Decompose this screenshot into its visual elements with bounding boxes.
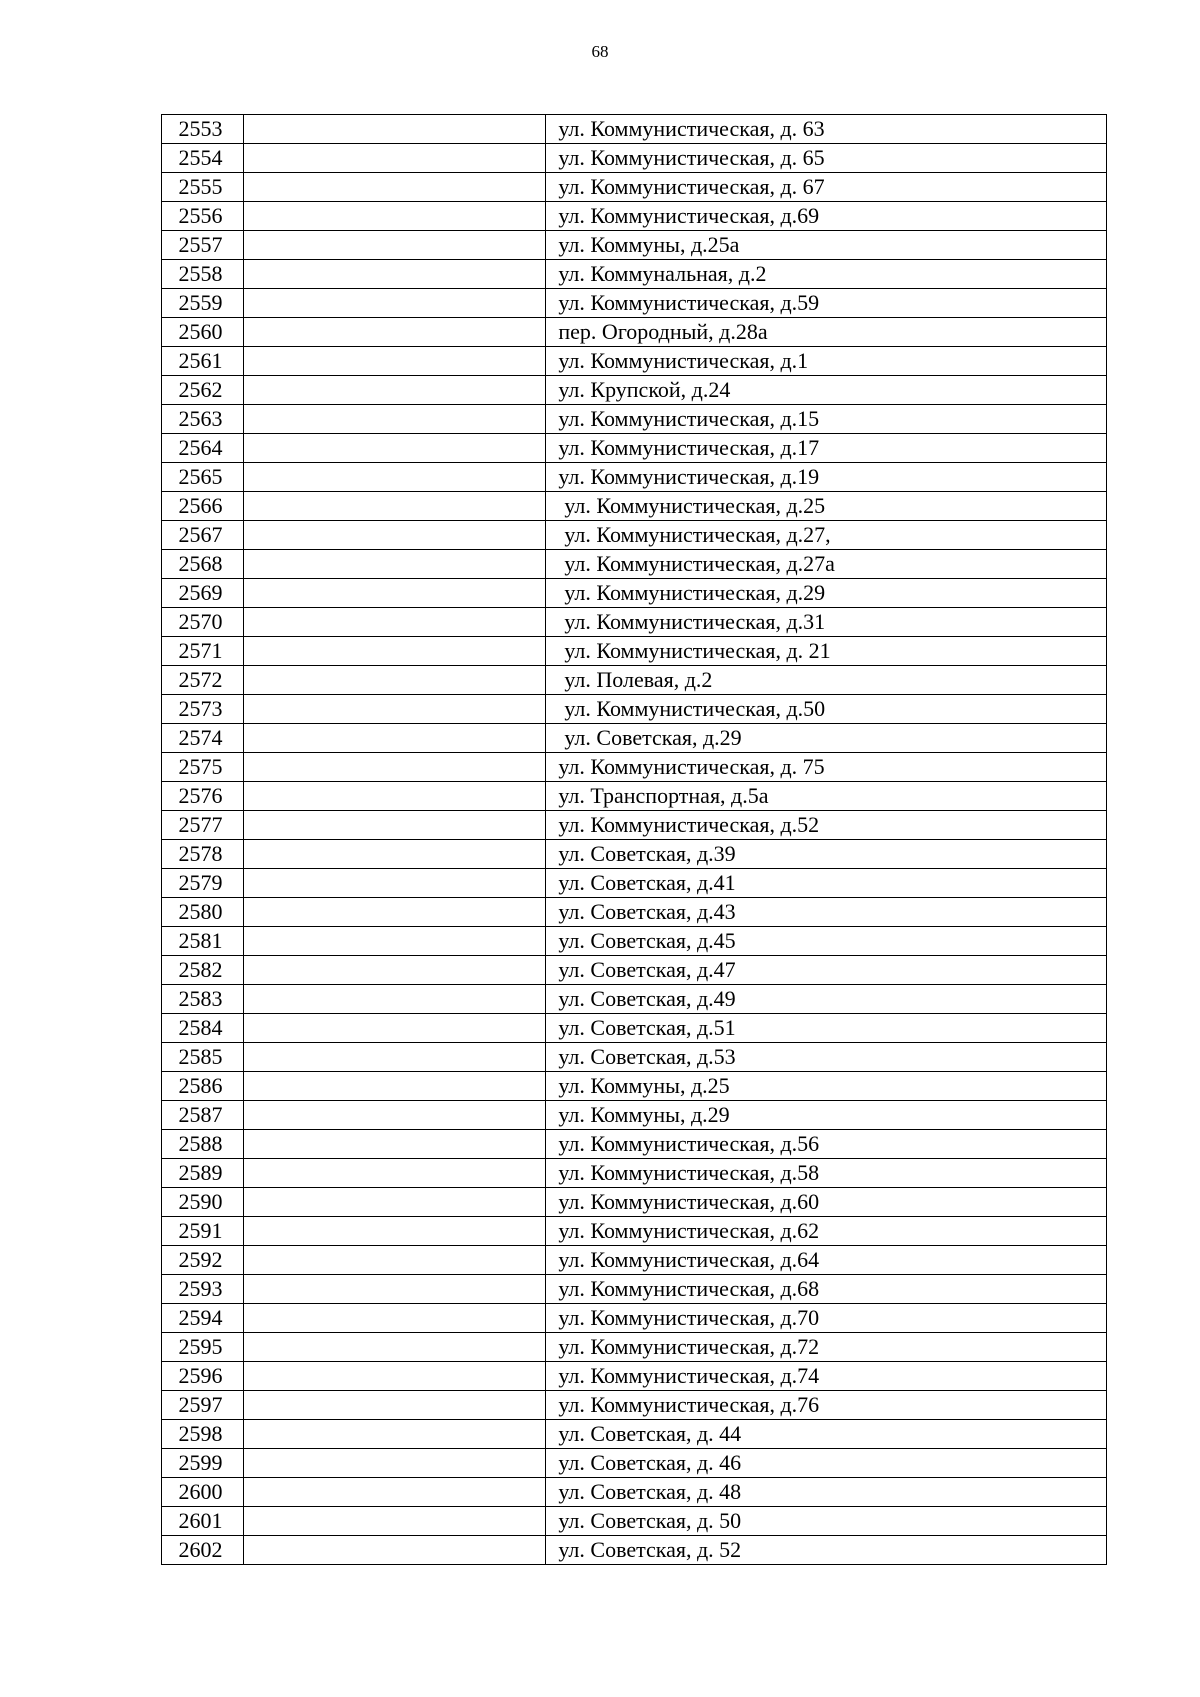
empty-cell [244,1536,546,1565]
table-row [162,1246,1107,1275]
address-cell: ул. Коммунистическая, д. 65 [546,144,1107,173]
empty-cell [244,666,546,695]
row-number-cell: 2589 [162,1159,244,1188]
address-cell: ул. Коммунистическая, д.64 [546,1246,1107,1275]
table-row [162,1275,1107,1304]
table-row [162,550,1107,579]
table-row [162,144,1107,173]
empty-cell [244,782,546,811]
table-row [162,202,1107,231]
empty-cell [244,1014,546,1043]
row-number-cell: 2590 [162,1188,244,1217]
table-row [162,1304,1107,1333]
table-row [162,637,1107,666]
row-number-cell: 2584 [162,1014,244,1043]
address-cell: ул. Коммунистическая, д. 67 [546,173,1107,202]
empty-cell [244,637,546,666]
empty-cell [244,695,546,724]
address-cell: ул. Коммунистическая, д.27, [546,521,1107,550]
table-row [162,1507,1107,1536]
empty-cell [244,289,546,318]
empty-cell [244,811,546,840]
row-number-cell: 2602 [162,1536,244,1565]
address-cell: ул. Коммунистическая, д.17 [546,434,1107,463]
address-cell: ул. Полевая, д.2 [546,666,1107,695]
table-row [162,115,1107,144]
empty-cell [244,260,546,289]
table-row [162,521,1107,550]
row-number-cell: 2572 [162,666,244,695]
row-number-cell: 2579 [162,869,244,898]
table-row [162,898,1107,927]
empty-cell [244,434,546,463]
table-row [162,666,1107,695]
row-number-cell: 2596 [162,1362,244,1391]
row-number-cell: 2585 [162,1043,244,1072]
address-cell: ул. Коммунистическая, д. 21 [546,637,1107,666]
row-number-cell: 2571 [162,637,244,666]
address-cell: ул. Советская, д.49 [546,985,1107,1014]
table-row [162,579,1107,608]
empty-cell [244,1275,546,1304]
empty-cell [244,753,546,782]
row-number-cell: 2592 [162,1246,244,1275]
empty-cell [244,347,546,376]
table-row [162,753,1107,782]
empty-cell [244,579,546,608]
empty-cell [244,1159,546,1188]
row-number-cell: 2559 [162,289,244,318]
empty-cell [244,1246,546,1275]
address-cell: ул. Советская, д. 52 [546,1536,1107,1565]
row-number-cell: 2599 [162,1449,244,1478]
address-cell: ул. Коммунистическая, д.27а [546,550,1107,579]
row-number-cell: 2557 [162,231,244,260]
empty-cell [244,1507,546,1536]
empty-cell [244,405,546,434]
address-cell: ул. Советская, д. 46 [546,1449,1107,1478]
table-row [162,840,1107,869]
address-cell: ул. Советская, д.29 [546,724,1107,753]
row-number-cell: 2581 [162,927,244,956]
row-number-cell: 2601 [162,1507,244,1536]
row-number-cell: 2593 [162,1275,244,1304]
row-number-cell: 2569 [162,579,244,608]
row-number-cell: 2566 [162,492,244,521]
empty-cell [244,1420,546,1449]
address-table [161,114,1107,1565]
address-cell: ул. Советская, д.43 [546,898,1107,927]
row-number-cell: 2573 [162,695,244,724]
address-cell: ул. Советская, д. 48 [546,1478,1107,1507]
row-number-cell: 2597 [162,1391,244,1420]
address-cell: ул. Коммунистическая, д.60 [546,1188,1107,1217]
empty-cell [244,318,546,347]
row-number-cell: 2563 [162,405,244,434]
row-number-cell: 2591 [162,1217,244,1246]
address-cell: ул. Коммунистическая, д.25 [546,492,1107,521]
table-row [162,260,1107,289]
table-body [162,115,1107,1565]
row-number-cell: 2600 [162,1478,244,1507]
empty-cell [244,1043,546,1072]
address-cell: ул. Коммунистическая, д.56 [546,1130,1107,1159]
address-cell: ул. Коммунистическая, д.72 [546,1333,1107,1362]
row-number-cell: 2570 [162,608,244,637]
empty-cell [244,376,546,405]
address-cell: ул. Коммунистическая, д.58 [546,1159,1107,1188]
row-number-cell: 2567 [162,521,244,550]
address-cell: ул. Советская, д.41 [546,869,1107,898]
empty-cell [244,869,546,898]
address-cell: ул. Коммунистическая, д. 75 [546,753,1107,782]
table-row [162,1014,1107,1043]
address-cell: ул. Коммунистическая, д.62 [546,1217,1107,1246]
empty-cell [244,608,546,637]
table-row [162,1391,1107,1420]
row-number-cell: 2577 [162,811,244,840]
table-row [162,1217,1107,1246]
page-number: 68 [591,42,609,61]
row-number-cell: 2588 [162,1130,244,1159]
row-number-cell: 2574 [162,724,244,753]
row-number-cell: 2562 [162,376,244,405]
empty-cell [244,898,546,927]
empty-cell [244,1130,546,1159]
empty-cell [244,1478,546,1507]
empty-cell [244,144,546,173]
empty-cell [244,956,546,985]
table-row [162,1362,1107,1391]
address-cell: ул. Советская, д. 50 [546,1507,1107,1536]
address-cell: ул. Коммунистическая, д.19 [546,463,1107,492]
row-number-cell: 2564 [162,434,244,463]
table-row [162,318,1107,347]
table-row [162,1420,1107,1449]
empty-cell [244,1188,546,1217]
table-row [162,1101,1107,1130]
row-number-cell: 2576 [162,782,244,811]
table-row [162,985,1107,1014]
row-number-cell: 2568 [162,550,244,579]
table-row [162,376,1107,405]
row-number-cell: 2582 [162,956,244,985]
row-number-cell: 2575 [162,753,244,782]
empty-cell [244,1072,546,1101]
empty-cell [244,550,546,579]
empty-cell [244,927,546,956]
table-row [162,956,1107,985]
address-cell: ул. Коммуны, д.29 [546,1101,1107,1130]
empty-cell [244,1391,546,1420]
row-number-cell: 2556 [162,202,244,231]
table-row [162,811,1107,840]
table-row [162,782,1107,811]
address-cell: ул. Коммунистическая, д.70 [546,1304,1107,1333]
table-row [162,695,1107,724]
row-number-cell: 2560 [162,318,244,347]
address-cell: ул. Советская, д. 44 [546,1420,1107,1449]
empty-cell [244,115,546,144]
row-number-cell: 2558 [162,260,244,289]
row-number-cell: 2554 [162,144,244,173]
address-cell: ул. Коммунистическая, д.1 [546,347,1107,376]
address-cell: ул. Советская, д.45 [546,927,1107,956]
empty-cell [244,985,546,1014]
address-cell: ул. Коммунистическая, д.52 [546,811,1107,840]
empty-cell [244,1217,546,1246]
table-row [162,1188,1107,1217]
row-number-cell: 2578 [162,840,244,869]
table-row [162,492,1107,521]
table-row [162,173,1107,202]
row-number-cell: 2595 [162,1333,244,1362]
address-cell: ул. Советская, д.53 [546,1043,1107,1072]
address-cell: ул. Советская, д.51 [546,1014,1107,1043]
row-number-cell: 2598 [162,1420,244,1449]
table-row [162,1536,1107,1565]
table-row [162,1043,1107,1072]
address-cell: ул. Коммунистическая, д.50 [546,695,1107,724]
empty-cell [244,1449,546,1478]
row-number-cell: 2594 [162,1304,244,1333]
address-cell: ул. Советская, д.47 [546,956,1107,985]
empty-cell [244,173,546,202]
empty-cell [244,724,546,753]
empty-cell [244,231,546,260]
table-row [162,927,1107,956]
table-row [162,724,1107,753]
row-number-cell: 2587 [162,1101,244,1130]
empty-cell [244,840,546,869]
table-row [162,434,1107,463]
row-number-cell: 2586 [162,1072,244,1101]
empty-cell [244,492,546,521]
empty-cell [244,202,546,231]
table-row [162,231,1107,260]
row-number-cell: 2565 [162,463,244,492]
row-number-cell: 2553 [162,115,244,144]
empty-cell [244,521,546,550]
address-cell: ул. Крупской, д.24 [546,376,1107,405]
table-row [162,608,1107,637]
table-row [162,1130,1107,1159]
empty-cell [244,1362,546,1391]
address-cell: ул. Коммунистическая, д.76 [546,1391,1107,1420]
row-number-cell: 2561 [162,347,244,376]
row-number-cell: 2583 [162,985,244,1014]
table-row [162,1159,1107,1188]
table-row [162,1449,1107,1478]
empty-cell [244,1333,546,1362]
address-cell: ул. Коммунальная, д.2 [546,260,1107,289]
address-cell: ул. Коммунистическая, д.31 [546,608,1107,637]
address-cell: ул. Коммунистическая, д.68 [546,1275,1107,1304]
address-cell: ул. Транспортная, д.5а [546,782,1107,811]
row-number-cell: 2555 [162,173,244,202]
table-row [162,1072,1107,1101]
address-cell: ул. Коммунистическая, д. 63 [546,115,1107,144]
address-cell: ул. Коммуны, д.25а [546,231,1107,260]
empty-cell [244,1101,546,1130]
address-cell: ул. Советская, д.39 [546,840,1107,869]
empty-cell [244,1304,546,1333]
table-row [162,463,1107,492]
address-cell: ул. Коммунистическая, д.74 [546,1362,1107,1391]
table-row [162,347,1107,376]
address-cell: пер. Огородный, д.28а [546,318,1107,347]
address-cell: ул. Коммунистическая, д.69 [546,202,1107,231]
empty-cell [244,463,546,492]
address-cell: ул. Коммуны, д.25 [546,1072,1107,1101]
address-cell: ул. Коммунистическая, д.29 [546,579,1107,608]
table-row [162,289,1107,318]
table-row [162,1333,1107,1362]
address-cell: ул. Коммунистическая, д.15 [546,405,1107,434]
table-row [162,1478,1107,1507]
table-row [162,405,1107,434]
table-row [162,869,1107,898]
row-number-cell: 2580 [162,898,244,927]
address-cell: ул. Коммунистическая, д.59 [546,289,1107,318]
